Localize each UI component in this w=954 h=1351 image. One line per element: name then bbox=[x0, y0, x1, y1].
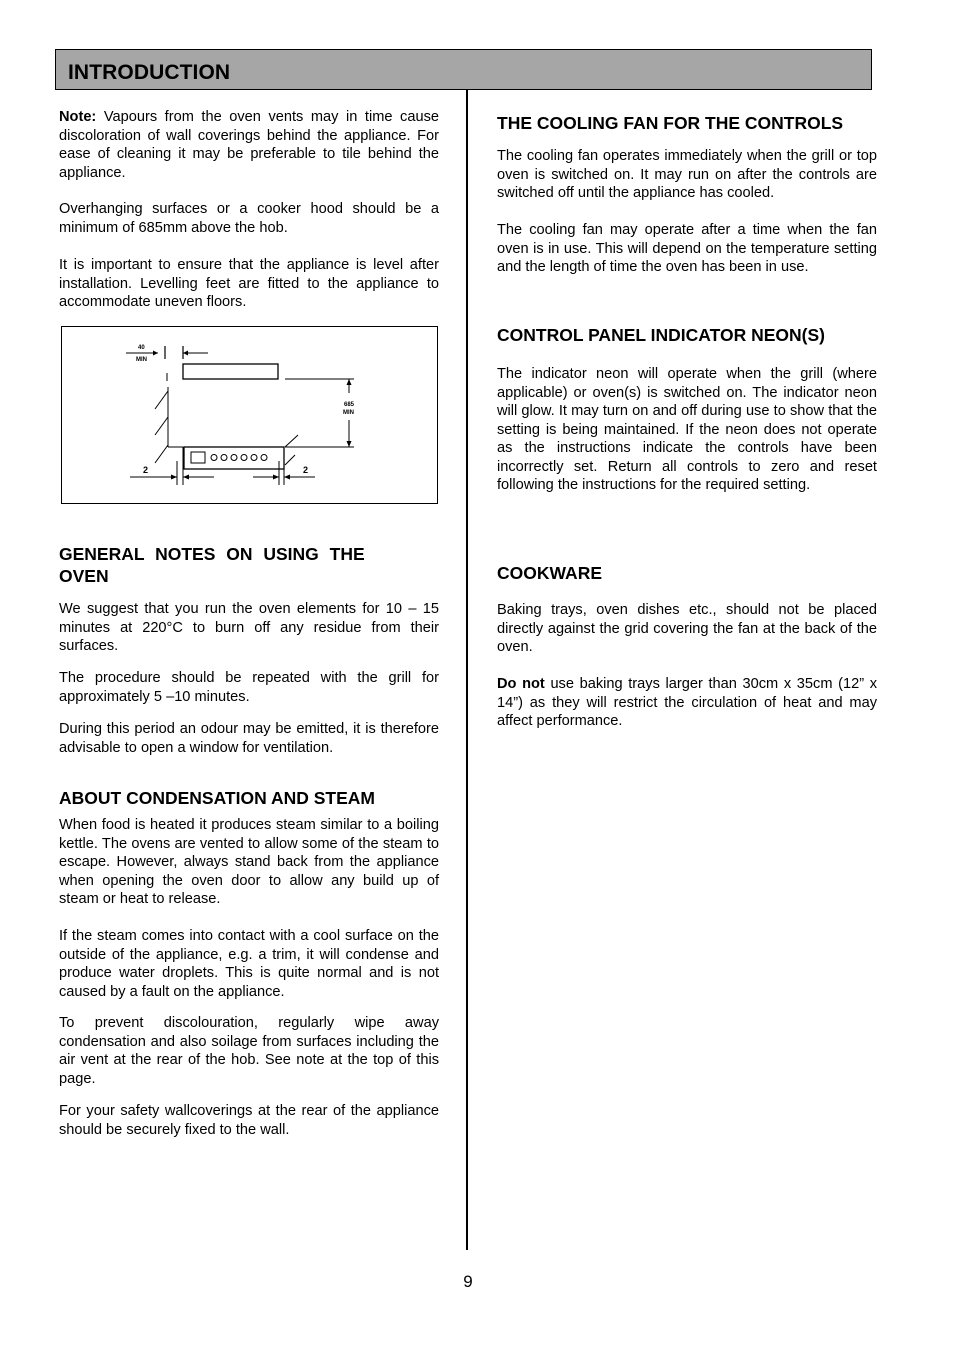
note-paragraph bbox=[59, 108, 439, 182]
condensation-section bbox=[59, 787, 439, 809]
cooling-fan-p2 bbox=[497, 221, 877, 277]
height-unit: MIN bbox=[343, 410, 354, 416]
page-title: INTRODUCTION bbox=[68, 61, 231, 84]
note-text: Vapours from the oven vents may in time cause discoloration of wall coverings behind the appliance. For ease of cleaning it may be preferable to tile behind the appliance. bbox=[59, 109, 439, 181]
condensation-p3 bbox=[59, 1014, 439, 1088]
side-clearance-value: 40 bbox=[138, 345, 145, 351]
height-value: 685 bbox=[344, 402, 355, 408]
overhang-paragraph bbox=[59, 200, 439, 237]
general-notes-text-3: During this period an odour may be emitted, it is therefore advisable to open a window for ventilation. bbox=[59, 721, 439, 756]
cookware-section bbox=[497, 562, 877, 584]
clearance-diagram bbox=[61, 326, 438, 504]
cooling-fan-text-1: The cooling fan operates immediately when the grill or top oven is switched on. It may run on after the controls are switched off until the appliance has cooled. bbox=[497, 148, 877, 201]
section-header-bar bbox=[55, 49, 872, 90]
condensation-text-3: To prevent discolouration, regularly wipe away condensation and also soilage from surfaces including the air vent at the rear of the hob. See note at the top of this page. bbox=[59, 1015, 439, 1087]
general-notes-p1 bbox=[59, 600, 439, 656]
level-text: It is important to ensure that the appliance is level after installation. Levelling feet are fitted to the appliance to accommodate uneven floors. bbox=[59, 257, 439, 310]
cooling-fan-heading: THE COOLING FAN FOR THE CONTROLS bbox=[497, 113, 844, 133]
gap-right-value: 2 bbox=[303, 465, 309, 475]
general-notes-section bbox=[59, 543, 439, 587]
cooling-fan-section bbox=[497, 112, 877, 134]
cookware-text-2: use baking trays larger than 30cm x 35cm (12” x 14”) as they will restrict the circulation of heat and may affect performance. bbox=[497, 676, 878, 729]
neon-section bbox=[497, 324, 877, 346]
neon-text-1: The indicator neon will operate when the grill (where applicable) or oven(s) is switched on. The indicator neon will glow. It may turn on and off during use to show that the setting is being maintained. If the neon does not operate as the instructions indicate the controls have been incorrectly set. Return all controls to zero and reset following the instructions for the required setting. bbox=[497, 366, 877, 493]
condensation-heading: ABOUT CONDENSATION AND STEAM bbox=[59, 788, 375, 808]
cookware-p1 bbox=[497, 601, 877, 657]
gap-left-value: 2 bbox=[143, 465, 149, 475]
cooling-fan-p1 bbox=[497, 147, 877, 203]
page-number: 9 bbox=[463, 1272, 473, 1291]
neon-heading: CONTROL PANEL INDICATOR NEON(S) bbox=[497, 325, 825, 345]
condensation-text-2: If the steam comes into contact with a cool surface on the outside of the appliance, e.g. a trim, it will condense and produce water droplets. This is quite normal and is not caused by a fault on the appliance. bbox=[59, 928, 439, 1000]
condensation-p2 bbox=[59, 927, 439, 1001]
column-divider bbox=[466, 90, 468, 1250]
general-notes-heading: GENERAL NOTES ON USING THE OVEN bbox=[59, 544, 365, 586]
cookware-text-1: Baking trays, oven dishes etc., should not be placed directly against the grid covering the fan at the back of the oven. bbox=[497, 602, 877, 655]
cookware-p2 bbox=[497, 675, 877, 731]
side-clearance-unit: MIN bbox=[136, 357, 147, 363]
general-notes-text-1: We suggest that you run the oven elements for 10 – 15 minutes at 220°C to burn off any residue from their surfaces. bbox=[59, 601, 439, 654]
general-notes-p2 bbox=[59, 669, 439, 706]
clearance-diagram-drawing bbox=[62, 327, 439, 505]
cooling-fan-text-2: The cooling fan may operate after a time when the fan oven is in use. This will depend on the temperature setting and the length of time the oven has been in use. bbox=[497, 222, 877, 275]
note-label: Note: bbox=[59, 109, 97, 125]
condensation-p1 bbox=[59, 816, 439, 909]
cookware-heading: COOKWARE bbox=[497, 563, 602, 583]
general-notes-text-2: The procedure should be repeated with the grill for approximately 5 –10 minutes. bbox=[59, 670, 439, 705]
condensation-text-4: For your safety wallcoverings at the rear of the appliance should be securely fixed to the wall. bbox=[59, 1103, 439, 1138]
do-not-label: Do not bbox=[497, 676, 545, 692]
neon-p1 bbox=[497, 365, 877, 495]
condensation-p4 bbox=[59, 1102, 439, 1139]
level-paragraph bbox=[59, 256, 439, 312]
overhang-text: Overhanging surfaces or a cooker hood should be a minimum of 685mm above the hob. bbox=[59, 201, 439, 236]
general-notes-p3 bbox=[59, 720, 439, 757]
condensation-text-1: When food is heated it produces steam similar to a boiling kettle. The ovens are vented to allow some of the steam to escape. However, always stand back from the appliance when opening the oven door to allow any build up of steam or heat to release. bbox=[59, 817, 439, 907]
